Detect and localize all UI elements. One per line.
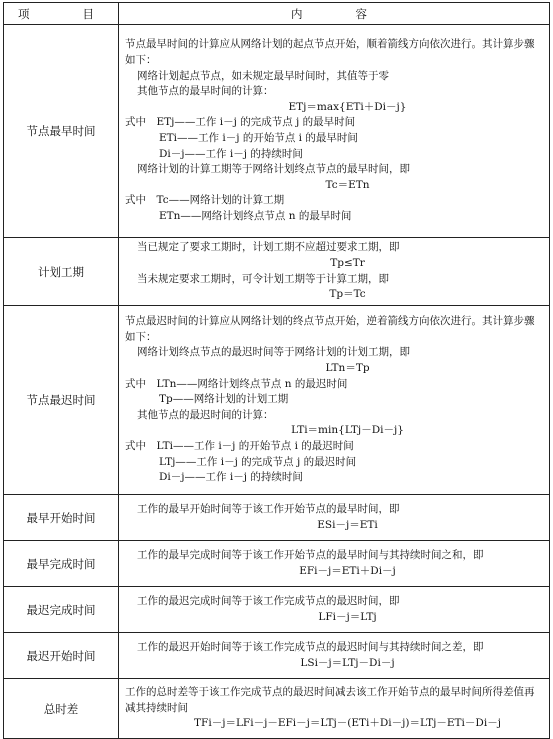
row-item-label: 节点最早时间 (4, 25, 119, 238)
formula-line: EFi－j＝ETi＋Di－j (299, 564, 396, 577)
table-row (4, 541, 550, 587)
content-line: 式中 Tc——网络计划的计算工期 (125, 194, 285, 207)
content-line: Di－j——工作 i－j 的持续时间 (159, 471, 303, 484)
row-item-label: 计划工期 (4, 238, 119, 306)
table-row (4, 679, 550, 739)
header-content (119, 3, 550, 25)
row-content (119, 679, 550, 739)
content-line: 工作的最早开始时间等于该工作开始节点的最早时间，即 (137, 502, 400, 515)
content-line: 式中 LTn——网络计划终点节点 n 的最迟时间 (125, 377, 348, 390)
content-line: 工作的最早完成时间等于该工作开始节点的最早时间与其持续时间之和，即 (137, 548, 484, 561)
row-content (119, 587, 550, 633)
formula-line: ESi－j＝ETi (317, 518, 378, 531)
formula-line: LSi－j＝LTj－Di－j (300, 656, 395, 669)
table-row (4, 633, 550, 679)
formula-line: Tp＝Tc (329, 288, 366, 301)
row-content (119, 495, 550, 541)
content-line: 式中 ETj——工作 i－j 的完成节点 j 的最早时间 (125, 116, 356, 129)
row-item-label: 最早开始时间 (4, 495, 119, 541)
table-row (4, 25, 550, 238)
row-content (119, 306, 550, 495)
content-line: 式中 LTi——工作 i－j 的开始节点 i 的最迟时间 (125, 439, 354, 452)
content-line: 网络计划终点节点的最迟时间等于网络计划的计划工期，即 (137, 346, 410, 359)
content-line: 网络计划起点节点，如未规定最早时间时，其值等于零 (137, 69, 389, 82)
content-line: 工作的最迟开始时间等于该工作完成节点的最迟时间与其持续时间之差，即 (137, 640, 484, 653)
content-line: 网络计划的计算工期等于网络计划终点节点的最早时间，即 (137, 163, 410, 176)
content-line: Tp——网络计划的计划工期 (159, 393, 289, 406)
row-item-label: 节点最迟时间 (4, 306, 119, 495)
content-line: 节点最迟时间的计算应从网络计划的终点节点开始，逆着箭线方向依次进行。其计算步骤如下： (125, 315, 535, 343)
row-item-label: 最迟完成时间 (4, 587, 119, 633)
formula-line: LTi＝min{LTj－Di－j} (291, 424, 404, 437)
header-content-label: 内 容 (291, 6, 377, 21)
row-content (119, 541, 550, 587)
table-row (4, 495, 550, 541)
formula-line: LFi－j＝LTj (318, 610, 377, 623)
content-line: 当已规定了要求工期时，计划工期不应超过要求工期，即 (137, 241, 400, 254)
table-row (4, 306, 550, 495)
content-line: 节点最早时间的计算应从网络计划的起点节点开始，顺着箭线方向依次进行。其计算步骤如下： (125, 38, 535, 67)
content-line: ETn——网络计划终点节点 n 的最早时间 (159, 209, 352, 222)
table-body (4, 25, 550, 739)
content-line: ETi——工作 i－j 的开始节点 i 的最早时间 (159, 132, 358, 144)
row-item-label: 最迟开始时间 (4, 633, 119, 679)
row-content (119, 25, 550, 238)
header-item (4, 3, 119, 25)
content-line: 当未规定要求工期时，可令计划工期等于计算工期，即 (137, 272, 389, 285)
content-line: Di－j——工作 i－j 的持续时间 (159, 147, 303, 160)
row-item-label: 最早完成时间 (4, 541, 119, 587)
formula-line: Tp≤Tr (330, 256, 365, 269)
header-item-label: 项 目 (18, 6, 104, 21)
content-line: LTj——工作 i－j 的完成节点 j 的最迟时间 (159, 455, 357, 468)
formula-line: LTn＝Tp (325, 362, 370, 375)
formula-line: ETj＝max{ETi＋Di－j} (288, 100, 407, 113)
formula-line: Tc＝ETn (325, 178, 370, 191)
formula-line: TFi－j＝LFi－j－EFi－j＝LTj－(ETi＋Di－j)＝LTj－ETi－Di－j (194, 717, 501, 730)
content-line: 其他节点的最早时间的计算： (137, 85, 274, 98)
table-row (4, 238, 550, 306)
network-time-table (3, 2, 550, 739)
content-line: 工作的总时差等于该工作完成节点的最迟时间减去该工作开始节点的最早时间所得差值再减其持续时间 (125, 686, 535, 714)
row-content (119, 238, 550, 306)
header-row (4, 3, 550, 25)
content-line: 工作的最迟完成时间等于该工作完成节点的最迟时间，即 (137, 594, 400, 607)
table-row (4, 587, 550, 633)
row-item-label: 总时差 (4, 679, 119, 739)
content-line: 其他节点的最迟时间的计算： (137, 408, 274, 421)
row-content (119, 633, 550, 679)
